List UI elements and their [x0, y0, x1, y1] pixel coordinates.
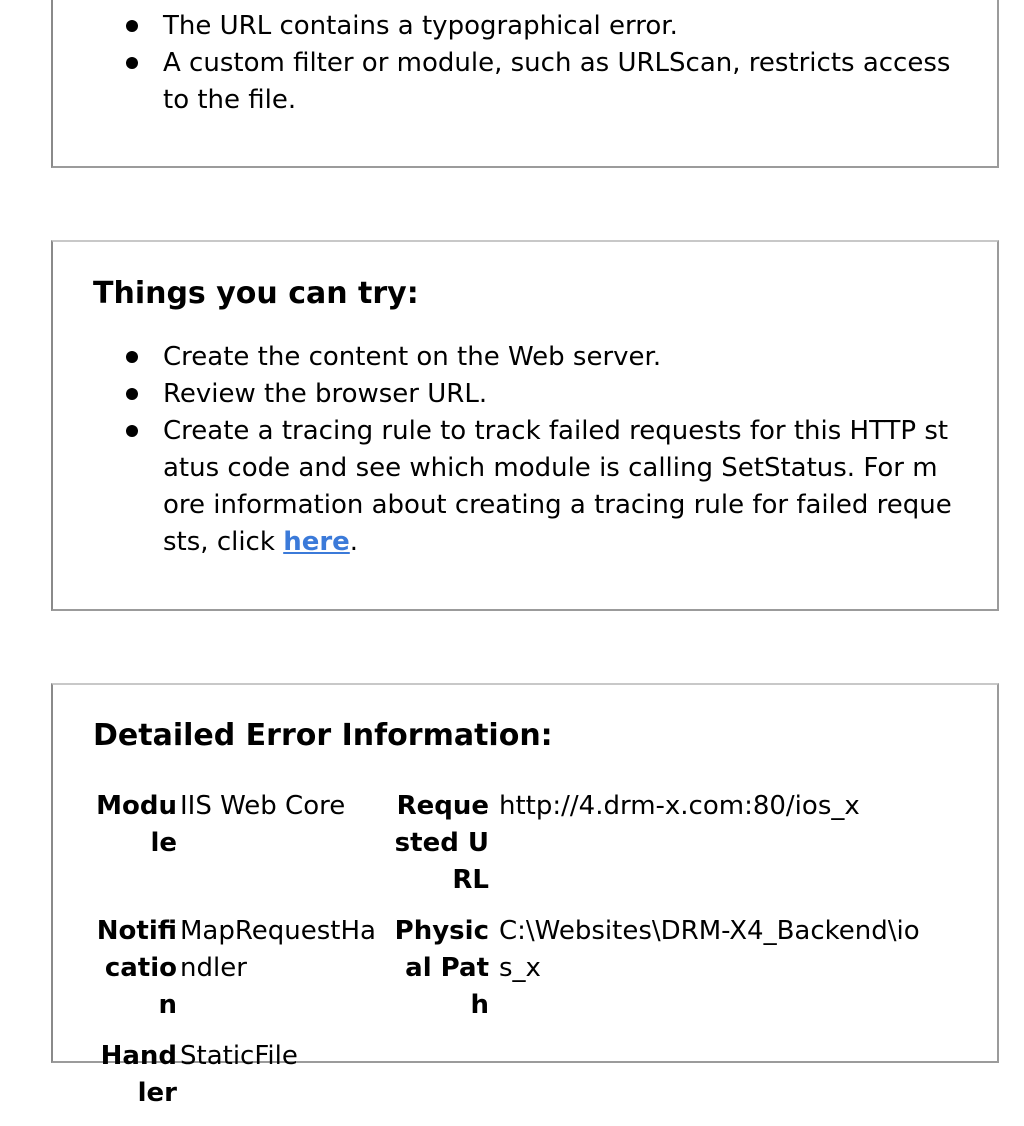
cause-item: A custom filter or module, such as URLScan, restricts access to the file. [163, 45, 953, 119]
tracing-text: Create a tracing rule to track failed requests for this HTTP status code and see which module is calling SetStatus. For more information about creating a tracing rule for failed requests, click [163, 416, 952, 557]
detailed-error-information-panel [51, 683, 999, 1108]
handler-label: Handler [100, 1041, 177, 1108]
requested-url-label: Requested URL [394, 791, 489, 895]
try-list [163, 339, 953, 561]
detailed-error-heading: Detailed Error Information: [93, 718, 553, 753]
empty-value [489, 1038, 929, 1126]
try-item-tracing [163, 413, 953, 561]
here-link[interactable]: here [283, 527, 350, 557]
handler-value: StaticFile [180, 1041, 298, 1071]
module-value: IIS Web Core [180, 791, 346, 821]
module-label: Module [96, 791, 177, 858]
physical-path-value: C:\Websites\DRM-X4_Backend\ios_x [499, 916, 920, 983]
try-item: Review the browser URL. [163, 376, 953, 413]
requested-url-value: http://4.drm-x.com:80/ios_x [499, 791, 860, 821]
table-row [93, 913, 929, 1038]
things-you-can-try-panel [51, 240, 999, 611]
try-item: Create the content on the Web server. [163, 339, 953, 376]
notification-label: Notification [96, 916, 177, 1020]
things-you-can-try-heading: Things you can try: [93, 276, 419, 311]
causes-list [163, 8, 953, 119]
most-likely-causes-panel [51, 0, 999, 168]
notification-value: MapRequestHandler [180, 916, 376, 983]
tracing-end: . [349, 527, 359, 557]
error-details-table [93, 788, 929, 1126]
empty-label [392, 1038, 489, 1126]
table-row [93, 1038, 929, 1126]
cause-item: The URL contains a typographical error. [163, 8, 953, 45]
physical-path-label: Physical Path [394, 916, 489, 1020]
table-row [93, 788, 929, 913]
